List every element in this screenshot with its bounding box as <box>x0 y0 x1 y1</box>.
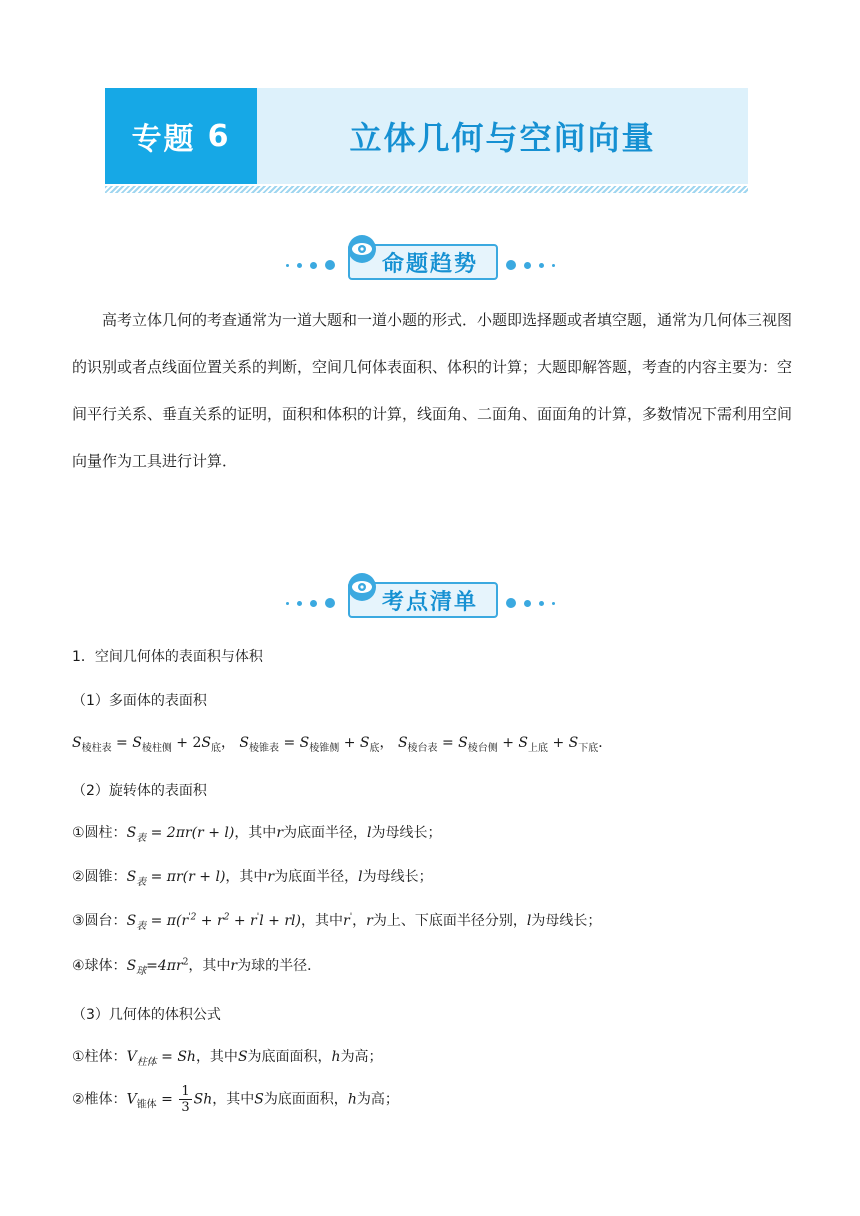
chapter-header <box>105 88 748 184</box>
section-heading-trend: 命题趋势 <box>348 244 498 280</box>
banner-dots-right <box>506 260 555 270</box>
subsection-title: （3）几何体的体积公式 <box>72 1007 221 1023</box>
chapter-title: 立体几何与空间向量 <box>349 119 656 157</box>
cone-area-formula: ②圆锥：$S_表 = \pi r(r + l)$，其中r为底面半径，l为母线长； <box>72 869 433 888</box>
chapter-label <box>105 88 257 184</box>
pyramid-volume-formula: ②椎体：$V_{锥体}$ = $\frac{1}{3}$ Sh，其中S为底面面积，h为高； <box>72 1084 399 1115</box>
section-heading-checklist: 考点清单 <box>348 582 498 618</box>
polyhedron-formula: $S_{棱柱表} = S_{棱柱侧} + 2S_底$， $S_{棱锥表} = S_{棱锥侧} + S_底$， $S_{棱台表} = S_{棱台侧} + S_{上底} + S_{下底}$． <box>72 735 613 754</box>
section-banner-trend <box>280 234 580 284</box>
trend-paragraph <box>72 297 792 485</box>
banner-dots-left <box>286 598 335 608</box>
subsection-title: （1）多面体的表面积 <box>72 693 207 709</box>
chapter-number: 6 <box>207 118 231 154</box>
prism-volume-formula: ①柱体：$V_{柱体} = Sh$，其中S为底面面积，h为高； <box>72 1049 383 1068</box>
item-title: 1．空间几何体的表面积与体积 <box>72 649 263 665</box>
chapter-label-word: 专题 <box>131 122 196 157</box>
header-stripe <box>105 186 748 193</box>
trend-text: 高考立体几何的考查通常为一道大题和一道小题的形式．小题即选择题或者填空题，通常为几何体三视图的识别或者点线面位置关系的判断，空间几何体表面积、体积的计算；大题即解答题，考查的内容主要为：空间平行关系、垂直关系的证明，面积和体积的计算，线面角、二面角、面面角的计算，多数情况下需利用空间向量作为工具进行计算． <box>72 311 793 470</box>
eye-icon <box>344 572 380 602</box>
eye-icon <box>344 234 380 264</box>
banner-dots-right <box>506 598 555 608</box>
frustum-area-formula: ③圆台：$S_表 = \pi(r^{'2} + r^2 + r'l + rl)$，其中r'，r为上、下底面半径分别，l为母线长； <box>72 912 602 932</box>
cylinder-area-formula: ①圆柱：$S_表 = 2\pi r(r + l)$，其中r为底面半径，l为母线长； <box>72 825 442 844</box>
section-banner-checklist <box>280 572 580 622</box>
subsection-title: （2）旋转体的表面积 <box>72 783 207 799</box>
sphere-area-formula: ④球体：$S_球=4\pi r^2$，其中r为球的半径． <box>72 957 322 977</box>
banner-dots-left <box>286 260 335 270</box>
fraction: $\frac{1}{3}$ <box>181 1084 190 1115</box>
